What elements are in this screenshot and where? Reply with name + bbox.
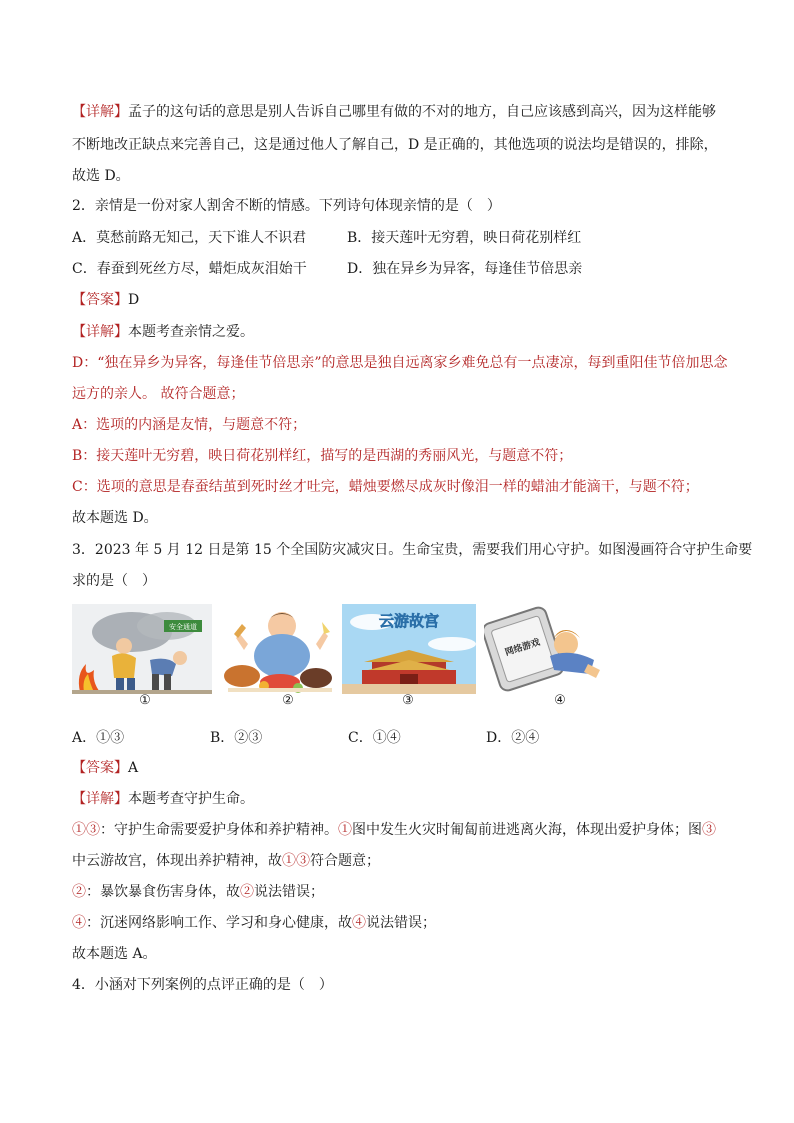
- q3-answer-tag: 【答案】: [72, 760, 128, 776]
- q2-option-c[interactable]: C．春蚕到死丝方尽，蜡炬成灰泪始干: [72, 261, 307, 277]
- q3-option-c[interactable]: C．①④: [348, 730, 401, 746]
- q3-detail-13-line2: [72, 851, 380, 871]
- q2-detail-d1: D：“独在异乡为异客，每逢佳节倍思亲”的意思是独自远离家乡难免总有一点凄凉，每到重阳佳节倍加思念: [72, 355, 728, 371]
- q3-detail-tag: 【详解】: [72, 791, 128, 807]
- q3-detail-2-tag: ②: [72, 884, 86, 900]
- comic-image-2: [220, 604, 340, 694]
- q3-option-b[interactable]: B．②③: [210, 730, 263, 746]
- q3-detail-13-text2a: 中云游故宫，体现出养护精神，故: [72, 853, 282, 869]
- q3-detail-2-mark: ②: [240, 884, 254, 900]
- q3-detail-13-text1b: 图中发生火灾时匍匐前进逃离火海，体现出爱护身体；图: [352, 822, 702, 838]
- q4-stem: 4．小涵对下列案例的点评正确的是（ ）: [72, 977, 333, 993]
- q3-answer-value: A: [128, 760, 139, 776]
- q1-detail-tag: 【详解】: [72, 104, 128, 120]
- comic-4-screen: 网络游戏: [504, 637, 542, 659]
- comic-3-banner: 云游故宫: [378, 612, 440, 630]
- q3-stem-line2: 求的是（ ）: [72, 573, 156, 589]
- q2-detail-c: C：选项的意思是春蚕结茧到死时丝才吐完，蜡烛要燃尽成灰时像泪一样的蜡油才能滴干，与题不符；: [72, 479, 699, 495]
- q1-detail-line2: 不断地改正缺点来完善自己，这是通过他人了解自己，D 是正确的，其他选项的说法均是错误的，排除，: [72, 137, 718, 153]
- q2-detail-tag: 【详解】: [72, 324, 128, 340]
- q3-detail: [72, 789, 254, 809]
- q2-conclusion: 故本题选 D。: [72, 510, 158, 526]
- q2-answer: [72, 290, 139, 310]
- comic-label-1: ①: [139, 693, 151, 708]
- q2-detail-intro: 本题考查亲情之爱。: [128, 324, 254, 340]
- q3-detail-intro: 本题考查守护生命。: [128, 791, 254, 807]
- q2-detail-a: A：选项的内涵是友情，与题意不符；: [72, 417, 307, 433]
- q2-detail-b: B：接天莲叶无穷碧，映日荷花别样红，描写的是西湖的秀丽风光，与题意不符；: [72, 448, 573, 464]
- q3-detail-13-mark2: ③: [702, 822, 716, 838]
- q3-option-a[interactable]: A．①③: [72, 730, 125, 746]
- q3-detail-4-text: ：沉迷网络影响工作、学习和身心健康，故: [86, 915, 352, 931]
- q1-detail-line1: [72, 102, 716, 122]
- q3-detail-4-tag: ④: [72, 915, 86, 931]
- q3-detail-13-text2b: 符合题意；: [310, 853, 380, 869]
- q3-detail-4-end: 说法错误；: [366, 915, 436, 931]
- comic-label-2: ②: [282, 693, 294, 708]
- q3-detail-4-mark: ④: [352, 915, 366, 931]
- q3-stem-line1: 3．2023 年 5 月 12 日是第 15 个全国防灾减灾日。生命宝贵，需要我们用心守护。如图漫画符合守护生命要: [72, 542, 753, 558]
- comic-image-1: [72, 604, 212, 694]
- comic-image-4: [484, 604, 604, 694]
- q3-conclusion: 故本题选 A。: [72, 946, 157, 962]
- q3-detail-13-tag: ①③: [72, 822, 100, 838]
- q2-answer-value: D: [128, 292, 140, 308]
- q2-stem: 2．亲情是一份对家人割舍不断的情感。下列诗句体现亲情的是（ ）: [72, 198, 501, 214]
- q3-detail-13-mark1: ①: [338, 822, 352, 838]
- q1-detail-line3: 故选 D。: [72, 168, 130, 184]
- comic-1-sign: 安全通道: [169, 623, 197, 631]
- q3-detail-13-text1: ：守护生命需要爱护身体和养护精神。: [100, 822, 338, 838]
- q2-option-a[interactable]: A．莫愁前路无知己，天下谁人不识君: [72, 230, 307, 246]
- q2-detail-d2: 远方的亲人。 故符合题意；: [72, 386, 245, 402]
- q3-detail-13-mark3: ①③: [282, 853, 310, 869]
- q3-detail-13-line1: [72, 820, 716, 840]
- q3-detail-2: [72, 882, 324, 902]
- q2-detail: [72, 322, 254, 342]
- comic-image-3: [342, 604, 476, 694]
- comic-label-3: ③: [402, 693, 414, 708]
- q2-option-b[interactable]: B．接天莲叶无穷碧，映日荷花别样红: [347, 230, 582, 246]
- q3-option-d[interactable]: D．②④: [486, 730, 540, 746]
- q3-detail-2-text: ：暴饮暴食伤害身体，故: [86, 884, 240, 900]
- q1-detail-text1: 孟子的这句话的意思是别人告诉自己哪里有做的不对的地方，自己应该感到高兴，因为这样能够: [128, 104, 716, 120]
- q2-answer-tag: 【答案】: [72, 292, 128, 308]
- q2-option-d[interactable]: D．独在异乡为异客，每逢佳节倍思亲: [347, 261, 583, 277]
- q3-answer: [72, 758, 138, 778]
- q3-detail-2-end: 说法错误；: [254, 884, 324, 900]
- comic-label-4: ④: [554, 693, 566, 708]
- q3-detail-4: [72, 913, 436, 933]
